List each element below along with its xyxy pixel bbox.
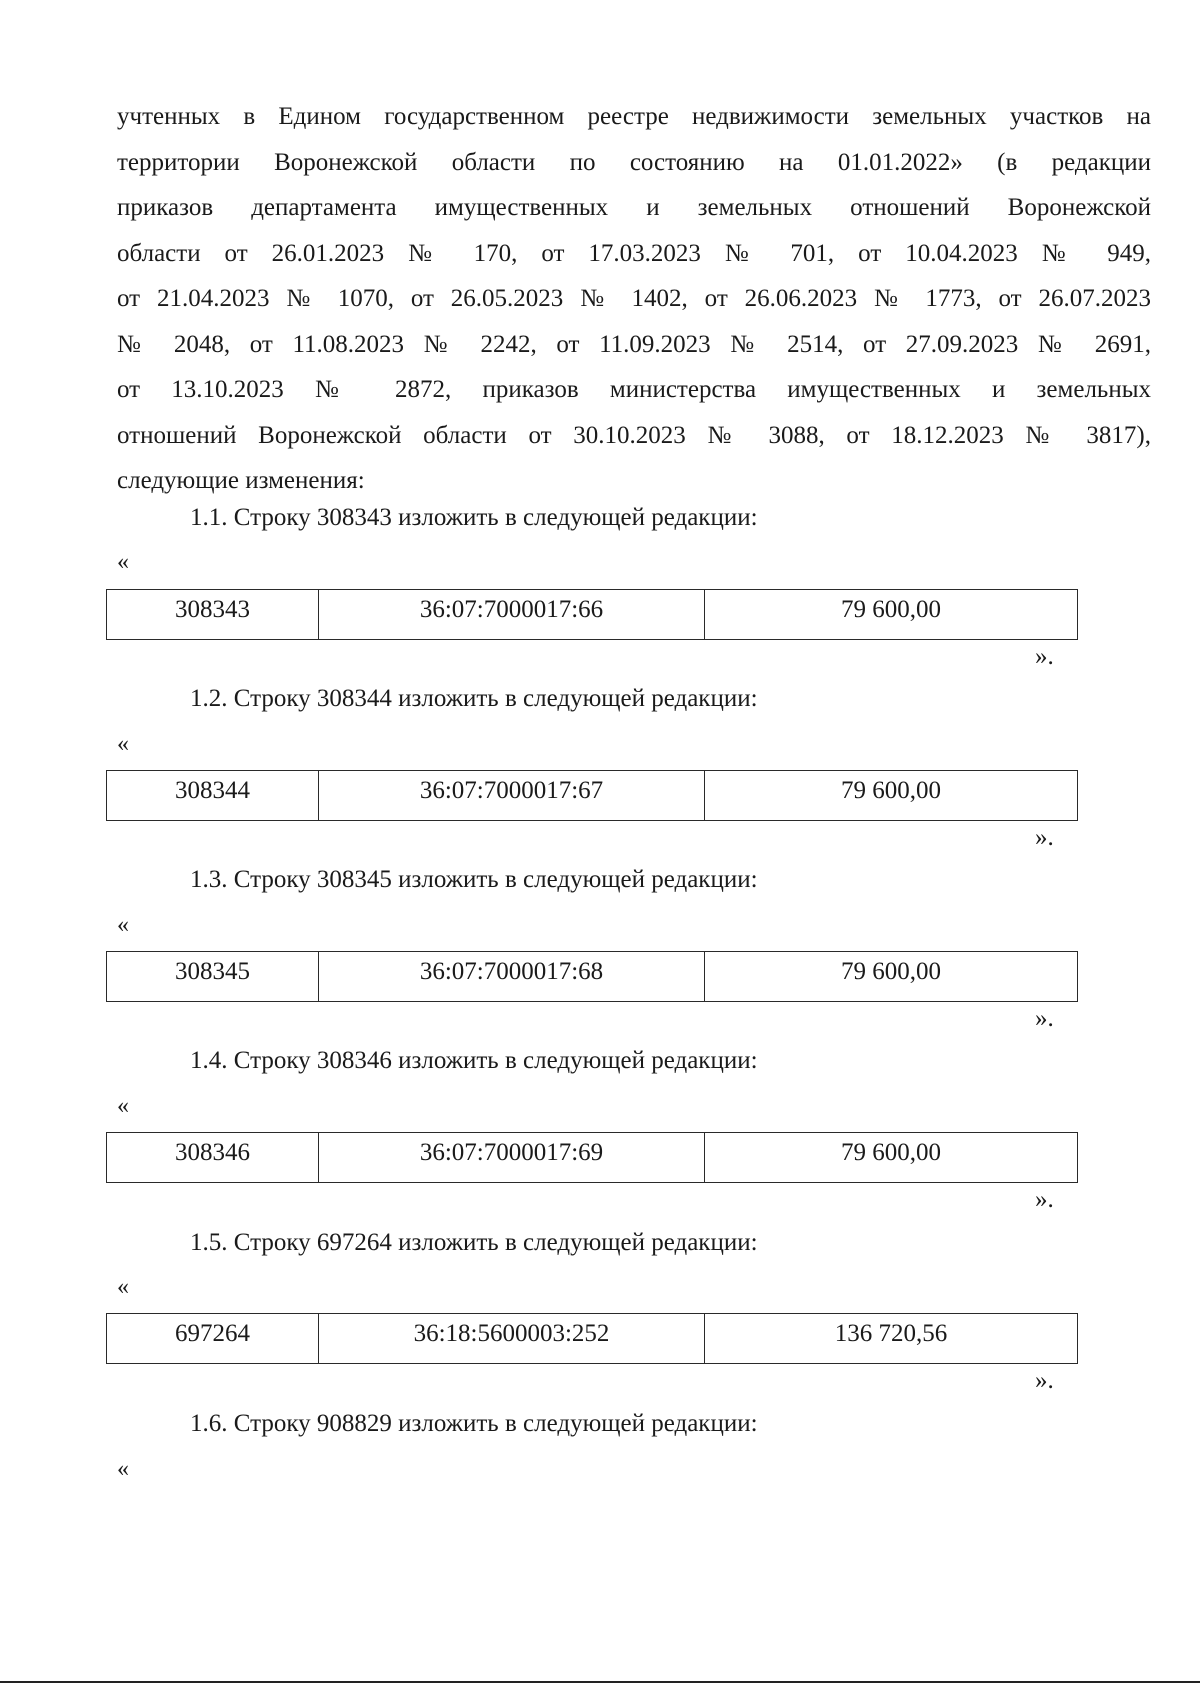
cadastral-number-cell: 36:07:7000017:67 <box>319 771 705 821</box>
intro-line: области от 26.01.2023 № 170, от 17.03.2023 № 701, от 10.04.2023 № 949, <box>117 239 1151 267</box>
item-heading: 1.1. Строку 308343 изложить в следующей редакции: <box>190 504 758 531</box>
intro-line: № 2048, от 11.08.2023 № 2242, от 11.09.2023 № 2514, от 27.09.2023 № 2691, <box>117 330 1151 358</box>
row-number-cell: 308346 <box>107 1133 319 1183</box>
row-number-cell: 308345 <box>107 952 319 1002</box>
row-number-cell: 308343 <box>107 590 319 640</box>
cadastral-value-cell: 136 720,56 <box>705 1314 1078 1364</box>
row-number-cell: 308344 <box>107 771 319 821</box>
opening-quote: « <box>117 1093 129 1119</box>
intro-line: отношений Воронежской области от 30.10.2023 № 3088, от 18.12.2023 № 3817), <box>117 421 1151 449</box>
closing-quote: ». <box>1035 1186 1054 1213</box>
closing-quote: ». <box>1035 1367 1054 1394</box>
intro-line: территории Воронежской области по состоянию на 01.01.2022» (в редакции <box>117 148 1151 176</box>
table-row <box>107 1133 1078 1183</box>
intro-line: приказов департамента имущественных и земельных отношений Воронежской <box>117 194 1151 221</box>
intro-line: следующие изменения: <box>117 467 365 494</box>
item-heading: 1.6. Строку 908829 изложить в следующей редакции: <box>190 1410 758 1437</box>
row-number-cell: 697264 <box>107 1314 319 1364</box>
intro-paragraph <box>117 94 1151 504</box>
opening-quote: « <box>117 549 129 575</box>
cadastral-value-cell: 79 600,00 <box>705 1133 1078 1183</box>
cadastral-value-cell: 79 600,00 <box>705 590 1078 640</box>
item-heading: 1.3. Строку 308345 изложить в следующей редакции: <box>190 866 758 893</box>
table-row <box>107 1314 1078 1364</box>
cadastral-number-cell: 36:18:5600003:252 <box>319 1314 705 1364</box>
opening-quote: « <box>117 912 129 938</box>
intro-line: от 21.04.2023 № 1070, от 26.05.2023 № 1402, от 26.06.2023 № 1773, от 26.07.2023 <box>117 285 1151 312</box>
cadastral-number-cell: 36:07:7000017:69 <box>319 1133 705 1183</box>
closing-quote: ». <box>1035 1005 1054 1032</box>
item-heading: 1.2. Строку 308344 изложить в следующей редакции: <box>190 685 758 712</box>
table-row <box>107 952 1078 1002</box>
cadastral-number-cell: 36:07:7000017:66 <box>319 590 705 640</box>
intro-line: от 13.10.2023 № 2872, приказов министерства имущественных и земельных <box>117 376 1151 403</box>
page-bottom-rule <box>0 1681 1200 1683</box>
opening-quote: « <box>117 1274 129 1300</box>
closing-quote: ». <box>1035 824 1054 851</box>
replacement-row-table <box>106 951 1078 1002</box>
item-heading: 1.5. Строку 697264 изложить в следующей редакции: <box>190 1229 758 1256</box>
replacement-row-table <box>106 589 1078 640</box>
cadastral-value-cell: 79 600,00 <box>705 952 1078 1002</box>
cadastral-number-cell: 36:07:7000017:68 <box>319 952 705 1002</box>
intro-line: учтенных в Едином государственном реестре недвижимости земельных участков на <box>117 103 1151 130</box>
replacement-row-table <box>106 1313 1078 1364</box>
table-row <box>107 771 1078 821</box>
replacement-row-table <box>106 770 1078 821</box>
replacement-row-table <box>106 1132 1078 1183</box>
opening-quote: « <box>117 1456 129 1482</box>
closing-quote: ». <box>1035 643 1054 670</box>
item-heading: 1.4. Строку 308346 изложить в следующей редакции: <box>190 1047 758 1074</box>
opening-quote: « <box>117 731 129 757</box>
cadastral-value-cell: 79 600,00 <box>705 771 1078 821</box>
table-row <box>107 590 1078 640</box>
